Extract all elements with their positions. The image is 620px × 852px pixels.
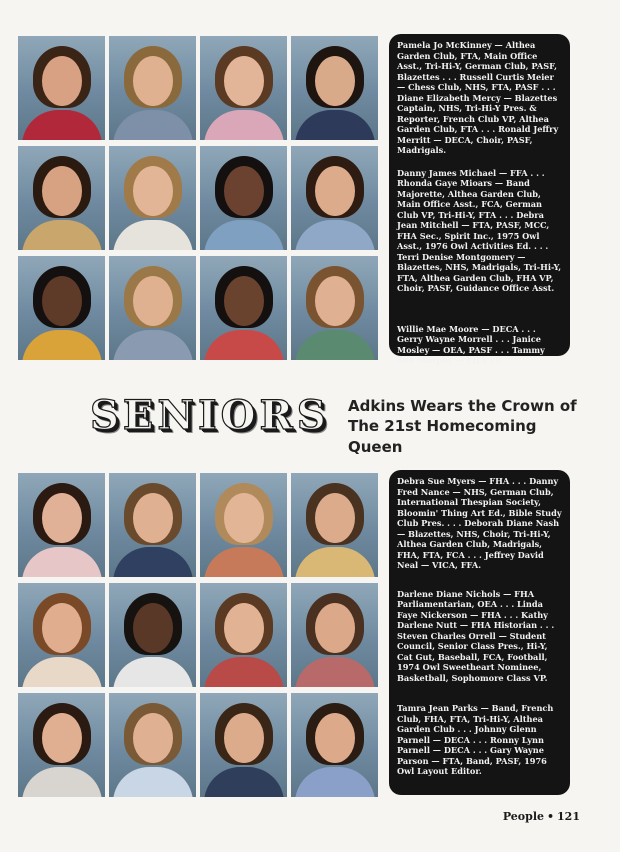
senior-portrait-photo <box>109 256 196 360</box>
portrait-clothing <box>22 657 102 687</box>
portrait-clothing <box>22 220 102 250</box>
portrait-face <box>224 713 264 763</box>
portrait-face <box>315 276 355 326</box>
caption-paragraph-row-1: Pamela Jo McKinney — Althea Garden Club, FTA, Main Office Asst., Tri-Hi-Y, German Club, PASF, Blazettes . . . Russell Curtis Meier — Chess Club, NHS, FTA, PASF . . . Diane Elizabeth Mercy — Blazettes Captain, NHS, Tri-Hi-Y Pres. & Reporter, French Club VP, Althea Garden Club, FTA . . . Ronald Jeffry Merritt — DECA, Choir, PASF, Madrigals. <box>397 40 559 155</box>
portrait-face <box>42 276 82 326</box>
senior-portrait-photo <box>291 256 378 360</box>
portrait-face <box>315 603 355 653</box>
portrait-face <box>42 603 82 653</box>
portrait-clothing <box>204 767 284 797</box>
footer-section-label: People <box>502 810 544 823</box>
senior-portrait-photo <box>291 583 378 687</box>
portrait-clothing <box>113 657 193 687</box>
senior-portrait-photo <box>291 36 378 140</box>
portrait-face <box>224 603 264 653</box>
caption-paragraph-row-3: Willie Mae Moore — DECA . . . Gerry Wayne Morrell . . . Janice Mosley — OEA, PASF . . . Tammy Sue Murphy — FHA VP. <box>397 323 545 365</box>
portrait-face <box>224 166 264 216</box>
headline-line-1: Adkins Wears the Crown of <box>348 397 577 415</box>
portrait-clothing <box>113 547 193 577</box>
portrait-clothing <box>113 110 193 140</box>
senior-portrait-photo <box>109 473 196 577</box>
portrait-clothing <box>22 767 102 797</box>
portrait-face <box>133 493 173 543</box>
portrait-clothing <box>204 220 284 250</box>
portrait-clothing <box>204 657 284 687</box>
senior-photo-grid-top <box>18 36 378 360</box>
portrait-clothing <box>295 110 375 140</box>
footer-separator: • <box>547 810 555 823</box>
portrait-clothing <box>113 330 193 360</box>
caption-paragraph-row-2: Danny James Michael — FFA . . . Rhonda Gaye Mioars — Band Majorette, Althea Garden Club, Main Office Asst., FCA, German Club VP, Tri-Hi-Y, FTA . . . Debra Jean Mitchell — FTA, PASF, MCC, FHA Sec., Spirit Inc., 1975 Owl Asst., 1976 Owl Activities Ed. . . . Terri Denise Montgomery — Blazettes, NHS, Madrigals, Tri-Hi-Y, FTA, Althea Garden Club, FHA VP, Choir, PASF, Guidance Office Asst. <box>397 167 562 293</box>
portrait-face <box>224 493 264 543</box>
caption-paragraph-row-3: Tamra Jean Parks — Band, French Club, FHA, FTA, Tri-Hi-Y, Althea Garden Club . . . Johnny Glenn Parnell — DECA . . . Ronny Lynn Parnell — DECA . . . Gary Wayne Parson — FTA, Band, PASF, 1976 Owl Layout Editor. <box>397 703 554 776</box>
senior-portrait-photo <box>18 693 105 797</box>
senior-portrait-photo <box>109 146 196 250</box>
portrait-face <box>133 276 173 326</box>
portrait-face <box>42 56 82 106</box>
portrait-face <box>133 166 173 216</box>
senior-portrait-photo <box>200 583 287 687</box>
portrait-clothing <box>204 110 284 140</box>
senior-portrait-photo <box>18 256 105 360</box>
senior-portrait-photo <box>291 693 378 797</box>
senior-portrait-photo <box>18 473 105 577</box>
senior-photo-grid-bottom <box>18 473 378 797</box>
senior-portrait-photo <box>200 693 287 797</box>
senior-portrait-photo <box>18 36 105 140</box>
portrait-face <box>42 713 82 763</box>
portrait-face <box>133 56 173 106</box>
senior-portrait-photo <box>109 36 196 140</box>
portrait-clothing <box>295 657 375 687</box>
portrait-face <box>133 713 173 763</box>
page-number: 121 <box>557 810 580 823</box>
section-title: SENIORS <box>90 392 330 439</box>
caption-paragraph-row-2: Darlene Diane Nichols — FHA Parliamentarian, OEA . . . Linda Faye Nickerson — FHA . . . Kathy Darlene Nutt — FHA Historian . . . Steven Charles Orrell — Student Council, Senior Class Pres., Hi-Y, Cat Gut, Baseball, FCA, Football, 1974 Owl Sweetheart Nominee, Basketball, Sophomore Class VP. <box>397 588 555 683</box>
senior-portrait-photo <box>200 36 287 140</box>
caption-box-top <box>389 34 570 365</box>
senior-portrait-photo <box>200 146 287 250</box>
senior-portrait-photo <box>18 583 105 687</box>
senior-portrait-photo <box>200 473 287 577</box>
portrait-clothing <box>22 547 102 577</box>
portrait-face <box>315 493 355 543</box>
portrait-face <box>42 166 82 216</box>
portrait-face <box>315 56 355 106</box>
portrait-clothing <box>22 110 102 140</box>
portrait-clothing <box>204 330 284 360</box>
page-footer <box>503 810 580 823</box>
portrait-face <box>224 56 264 106</box>
portrait-clothing <box>295 220 375 250</box>
senior-portrait-photo <box>18 146 105 250</box>
portrait-face <box>315 713 355 763</box>
headline-line-2: The 21st Homecoming Queen <box>348 417 537 456</box>
senior-portrait-photo <box>291 146 378 250</box>
portrait-clothing <box>113 220 193 250</box>
portrait-face <box>133 603 173 653</box>
portrait-clothing <box>22 330 102 360</box>
portrait-face <box>42 493 82 543</box>
caption-paragraph-row-1: Debra Sue Myers — FHA . . . Danny Fred Nance — NHS, German Club, International Thespian Society, Bloomin' Thing Art Ed., Bible Study Club Pres. . . . Deborah Diane Nash — Blazettes, NHS, Choir, Tri-Hi-Y, Althea Garden Club, Madrigals, FHA, FTA, FCA . . . Jeffrey David Neal — VICA, FFA. <box>397 476 562 570</box>
portrait-clothing <box>295 547 375 577</box>
portrait-clothing <box>204 547 284 577</box>
senior-portrait-photo <box>291 473 378 577</box>
senior-portrait-photo <box>109 583 196 687</box>
caption-box-bottom <box>389 470 570 795</box>
senior-portrait-photo <box>200 256 287 360</box>
portrait-face <box>224 276 264 326</box>
portrait-clothing <box>295 330 375 360</box>
senior-portrait-photo <box>109 693 196 797</box>
portrait-face <box>315 166 355 216</box>
portrait-clothing <box>113 767 193 797</box>
portrait-clothing <box>295 767 375 797</box>
headline <box>348 396 588 457</box>
